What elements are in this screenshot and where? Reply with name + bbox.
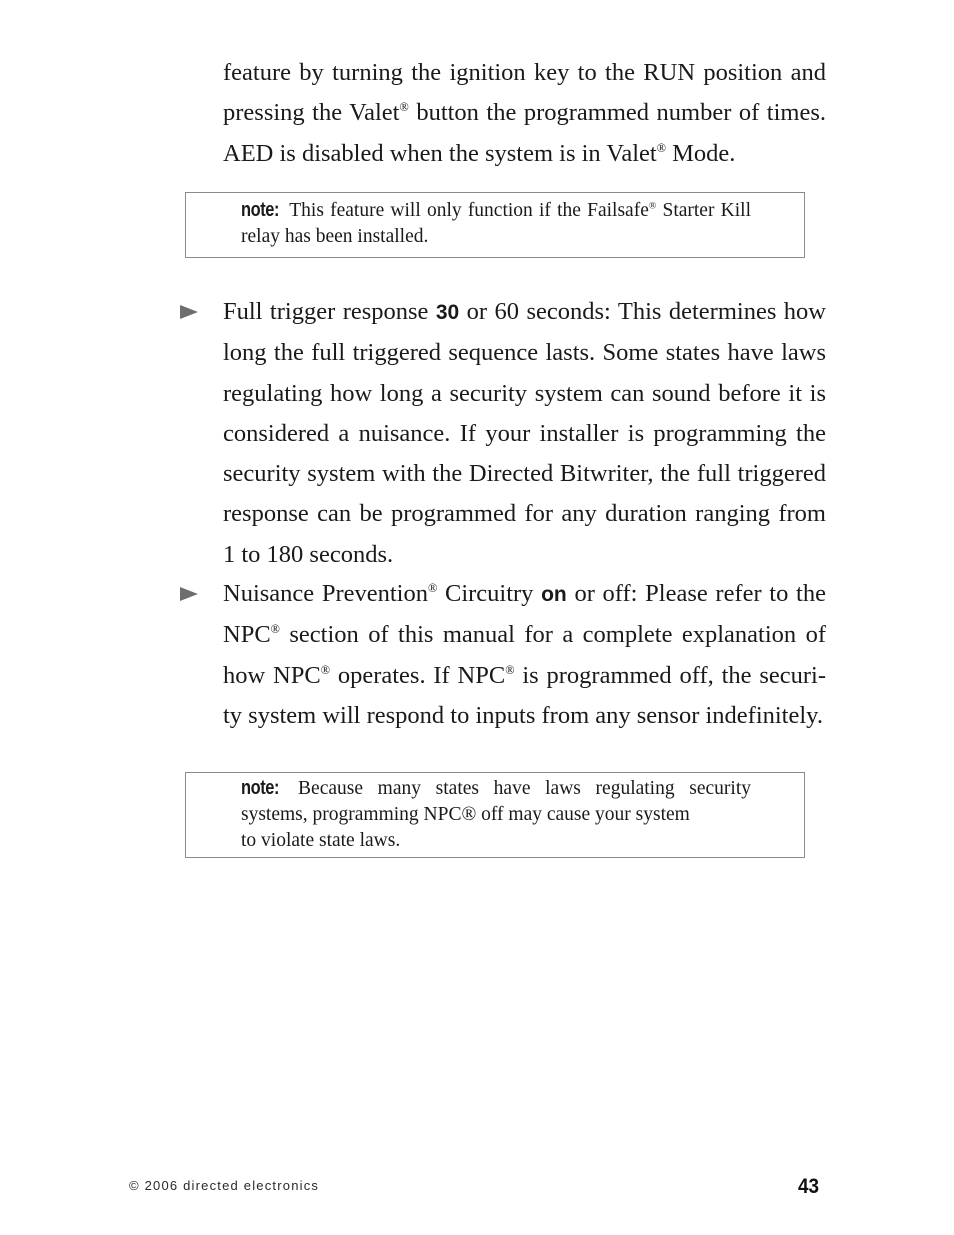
registered-mark: ® xyxy=(427,580,438,595)
note-box-npc-laws xyxy=(185,772,805,858)
registered-mark: ® xyxy=(270,622,280,637)
bullet-text-pre: Full trigger response xyxy=(223,298,436,325)
note-text: Because many states have laws regulating security xyxy=(283,778,751,799)
note-line-3: to violate state laws. xyxy=(241,830,401,851)
bullet-text: is programmed off, the securi-ty system will respond to inputs from any sensor indefinitely. xyxy=(223,661,826,729)
footer-copyright: © 2006 directed electronics xyxy=(129,1178,320,1193)
registered-mark: ® xyxy=(505,662,515,677)
bullet-text xyxy=(223,292,826,575)
registered-mark: ® xyxy=(648,200,657,212)
arrowhead-bullet-icon xyxy=(180,587,198,601)
note-box-failsafe xyxy=(185,192,805,258)
registered-mark: ® xyxy=(399,100,409,115)
intro-text-3: Mode. xyxy=(666,139,736,167)
registered-mark: ® xyxy=(320,662,330,677)
intro-paragraph xyxy=(223,53,826,174)
note-text: This feature will only function if the Failsafe xyxy=(283,200,649,221)
bullet-text: section of this manual for a complete explanation of how NPC xyxy=(223,621,826,689)
note-content xyxy=(241,193,751,250)
note-line-2: systems, programming NPC® off may cause your system xyxy=(241,804,690,825)
bullet-text-mid: Circuitry xyxy=(437,580,542,607)
registered-mark: ® xyxy=(656,140,667,155)
bullet-item-nuisance-prevention xyxy=(180,574,826,736)
bullet-text: operates. If NPC xyxy=(330,661,506,689)
bullet-text-pre: Nuisance Prevention xyxy=(223,580,428,607)
note-label: note: xyxy=(241,199,280,221)
intro-text-1: feature by turning the ignition key to the RUN position and pressing the Valet xyxy=(223,59,826,127)
default-value: 30 xyxy=(435,301,460,324)
note-label: note: xyxy=(241,777,280,799)
bullet-item-full-trigger-response xyxy=(180,292,826,575)
page-number: 43 xyxy=(798,1175,820,1198)
bullet-text-post: or 60 seconds: This determines how long the full triggered sequence lasts. Some states have laws regulating how long a security system can sound before it is considered a nuisance. If your installer is programming the security system with the Directed Bitwriter, the full triggered response can be programmed for any duration ranging from 1 to 180 seconds. xyxy=(223,298,826,568)
default-value: on xyxy=(541,583,567,606)
bullet-text: or off: Please refer to the NPC xyxy=(223,580,826,649)
note-line-1 xyxy=(241,775,751,802)
note-text: Starter Kill relay has been installed. xyxy=(241,200,751,247)
intro-text-2: button the programmed number of times. AED is disabled when the system is in Valet xyxy=(223,99,826,167)
bullet-text xyxy=(223,574,826,736)
note-content xyxy=(241,773,751,854)
arrowhead-bullet-icon xyxy=(180,305,198,319)
